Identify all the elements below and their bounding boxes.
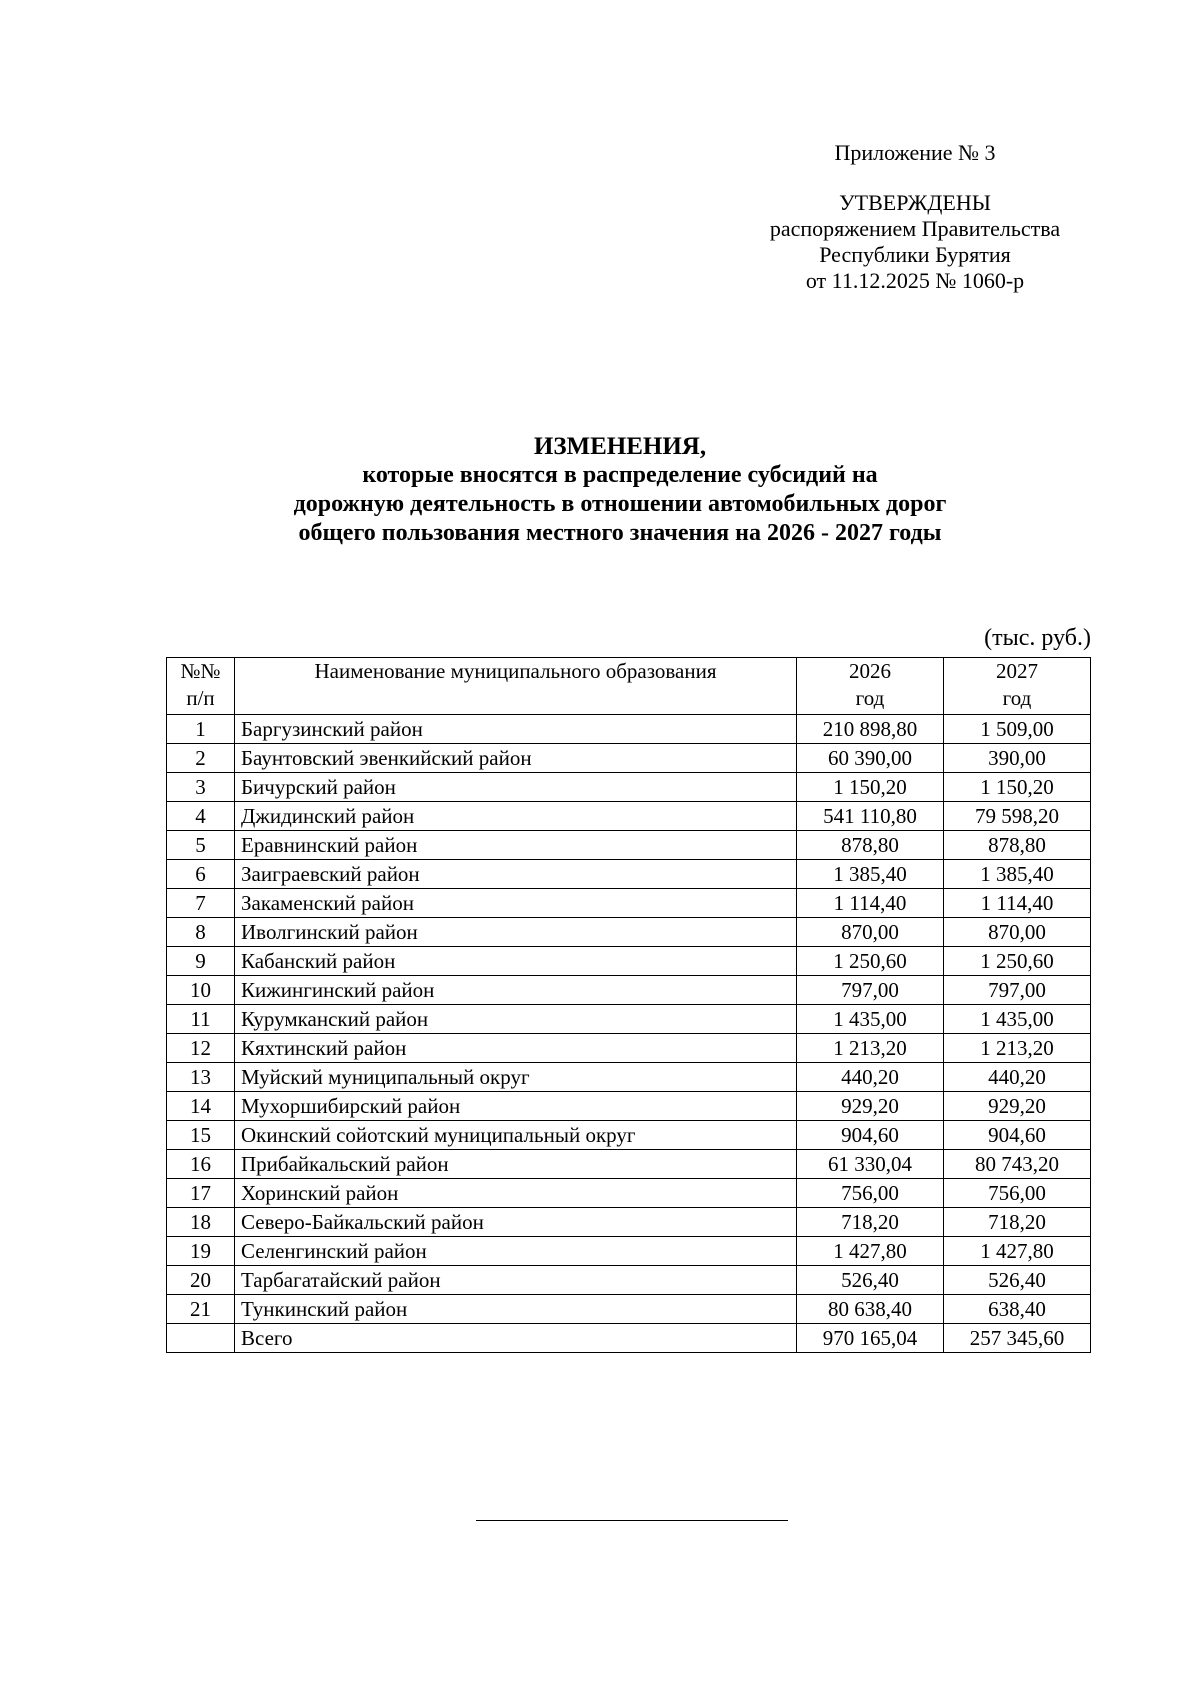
row-name: Кяхтинский район <box>235 1034 797 1063</box>
row-value-2027: 904,60 <box>944 1121 1091 1150</box>
row-value-2027: 1 114,40 <box>944 889 1091 918</box>
header-name: Наименование муниципального образования <box>235 658 797 715</box>
row-value-2027: 929,20 <box>944 1092 1091 1121</box>
appendix-label: Приложение № 3 <box>834 140 996 165</box>
row-value-2026: 929,20 <box>797 1092 944 1121</box>
row-value-2027: 1 427,80 <box>944 1237 1091 1266</box>
table-row <box>167 1034 1091 1063</box>
row-name: Иволгинский район <box>235 918 797 947</box>
row-value-2027: 526,40 <box>944 1266 1091 1295</box>
header-2026 <box>797 658 944 715</box>
row-value-2026: 1 385,40 <box>797 860 944 889</box>
row-number: 15 <box>167 1121 235 1150</box>
document-title <box>150 432 1090 548</box>
row-name: Северо-Байкальский район <box>235 1208 797 1237</box>
table-row <box>167 1179 1091 1208</box>
row-value-2026: 210 898,80 <box>797 715 944 744</box>
row-value-2026: 1 427,80 <box>797 1237 944 1266</box>
header-2026-unit: год <box>855 686 885 710</box>
row-value-2026: 1 114,40 <box>797 889 944 918</box>
row-value-2026: 878,80 <box>797 831 944 860</box>
row-value-2026: 440,20 <box>797 1063 944 1092</box>
row-value-2026: 1 435,00 <box>797 1005 944 1034</box>
row-number: 9 <box>167 947 235 976</box>
approval-date-number: от 11.12.2025 № 1060-р <box>805 268 1025 293</box>
table-row <box>167 976 1091 1005</box>
row-number: 12 <box>167 1034 235 1063</box>
row-value-2026: 1 213,20 <box>797 1034 944 1063</box>
row-name: Тункинский район <box>235 1295 797 1324</box>
header-number <box>167 658 235 715</box>
row-name: Тарбагатайский район <box>235 1266 797 1295</box>
header-number-line1: №№ <box>180 659 221 683</box>
row-number: 5 <box>167 831 235 860</box>
row-name: Баргузинский район <box>235 715 797 744</box>
row-number: 16 <box>167 1150 235 1179</box>
table-row <box>167 715 1091 744</box>
approval-region: Республики Бурятия <box>819 242 1011 267</box>
row-value-2027: 1 213,20 <box>944 1034 1091 1063</box>
row-value-2026: 1 150,20 <box>797 773 944 802</box>
row-name: Кабанский район <box>235 947 797 976</box>
closing-rule <box>476 1520 788 1521</box>
row-name: Прибайкальский район <box>235 1150 797 1179</box>
row-number: 3 <box>167 773 235 802</box>
row-name: Баунтовский эвенкийский район <box>235 744 797 773</box>
row-value-2027: 1 250,60 <box>944 947 1091 976</box>
row-value-2026: 526,40 <box>797 1266 944 1295</box>
row-value-2027: 79 598,20 <box>944 802 1091 831</box>
row-value-2027: 638,40 <box>944 1295 1091 1324</box>
row-value-2026: 60 390,00 <box>797 744 944 773</box>
row-number: 20 <box>167 1266 235 1295</box>
row-value-2026: 80 638,40 <box>797 1295 944 1324</box>
total-2027: 257 345,60 <box>944 1324 1091 1353</box>
row-value-2026: 904,60 <box>797 1121 944 1150</box>
row-value-2026: 756,00 <box>797 1179 944 1208</box>
row-value-2026: 541 110,80 <box>797 802 944 831</box>
header-2027-unit: год <box>1002 686 1032 710</box>
row-name: Селенгинский район <box>235 1237 797 1266</box>
row-name: Курумканский район <box>235 1005 797 1034</box>
header-2027-year: 2027 <box>996 659 1038 683</box>
table-row <box>167 802 1091 831</box>
table-row <box>167 889 1091 918</box>
table-row <box>167 1237 1091 1266</box>
total-number <box>167 1324 235 1353</box>
header-2027 <box>944 658 1091 715</box>
table-row <box>167 1121 1091 1150</box>
row-name: Мухоршибирский район <box>235 1092 797 1121</box>
row-number: 1 <box>167 715 235 744</box>
table-row <box>167 1092 1091 1121</box>
row-value-2026: 870,00 <box>797 918 944 947</box>
table-row <box>167 1063 1091 1092</box>
table-header-row <box>167 658 1091 715</box>
row-name: Окинский сойотский муниципальный округ <box>235 1121 797 1150</box>
approval-authority: распоряжением Правительства <box>769 216 1061 241</box>
unit-label: (тыс. руб.) <box>984 625 1091 651</box>
row-name: Кижингинский район <box>235 976 797 1005</box>
row-value-2027: 1 150,20 <box>944 773 1091 802</box>
table-row <box>167 1005 1091 1034</box>
row-number: 21 <box>167 1295 235 1324</box>
title-line: общего пользования местного значения на 2026 - 2027 годы <box>298 520 942 546</box>
subsidy-table <box>166 657 1091 1353</box>
row-value-2027: 797,00 <box>944 976 1091 1005</box>
table-row <box>167 744 1091 773</box>
row-number: 4 <box>167 802 235 831</box>
row-value-2026: 61 330,04 <box>797 1150 944 1179</box>
header-number-line2: п/п <box>186 686 215 710</box>
row-name: Заиграевский район <box>235 860 797 889</box>
row-number: 2 <box>167 744 235 773</box>
total-2026: 970 165,04 <box>797 1324 944 1353</box>
row-number: 17 <box>167 1179 235 1208</box>
row-name: Закаменский район <box>235 889 797 918</box>
table-row <box>167 1150 1091 1179</box>
row-value-2027: 80 743,20 <box>944 1150 1091 1179</box>
approval-block <box>740 140 1090 294</box>
row-number: 11 <box>167 1005 235 1034</box>
row-number: 18 <box>167 1208 235 1237</box>
row-name: Хоринский район <box>235 1179 797 1208</box>
table-row <box>167 831 1091 860</box>
row-name: Еравнинский район <box>235 831 797 860</box>
row-value-2027: 870,00 <box>944 918 1091 947</box>
row-value-2027: 756,00 <box>944 1179 1091 1208</box>
row-value-2027: 1 435,00 <box>944 1005 1091 1034</box>
row-value-2027: 440,20 <box>944 1063 1091 1092</box>
row-value-2026: 718,20 <box>797 1208 944 1237</box>
title-line: которые вносятся в распределение субсидий на <box>362 462 878 488</box>
row-number: 10 <box>167 976 235 1005</box>
table-row <box>167 860 1091 889</box>
row-value-2027: 1 385,40 <box>944 860 1091 889</box>
row-value-2026: 1 250,60 <box>797 947 944 976</box>
row-value-2026: 797,00 <box>797 976 944 1005</box>
table-row <box>167 918 1091 947</box>
table-total-row <box>167 1324 1091 1353</box>
row-name: Муйский муниципальный округ <box>235 1063 797 1092</box>
row-number: 6 <box>167 860 235 889</box>
row-value-2027: 1 509,00 <box>944 715 1091 744</box>
table-row <box>167 947 1091 976</box>
row-value-2027: 390,00 <box>944 744 1091 773</box>
total-label: Всего <box>235 1324 797 1353</box>
row-name: Бичурский район <box>235 773 797 802</box>
table-row <box>167 1208 1091 1237</box>
row-number: 8 <box>167 918 235 947</box>
row-number: 14 <box>167 1092 235 1121</box>
row-number: 13 <box>167 1063 235 1092</box>
header-2026-year: 2026 <box>849 659 891 683</box>
row-name: Джидинский район <box>235 802 797 831</box>
approval-status: УТВЕРЖДЕНЫ <box>839 190 991 215</box>
table-row <box>167 1266 1091 1295</box>
table-row <box>167 1295 1091 1324</box>
table-row <box>167 773 1091 802</box>
title-heading: ИЗМЕНЕНИЯ, <box>533 433 707 460</box>
row-number: 19 <box>167 1237 235 1266</box>
row-value-2027: 718,20 <box>944 1208 1091 1237</box>
row-number: 7 <box>167 889 235 918</box>
title-line: дорожную деятельность в отношении автомобильных дорог <box>293 491 947 517</box>
row-value-2027: 878,80 <box>944 831 1091 860</box>
